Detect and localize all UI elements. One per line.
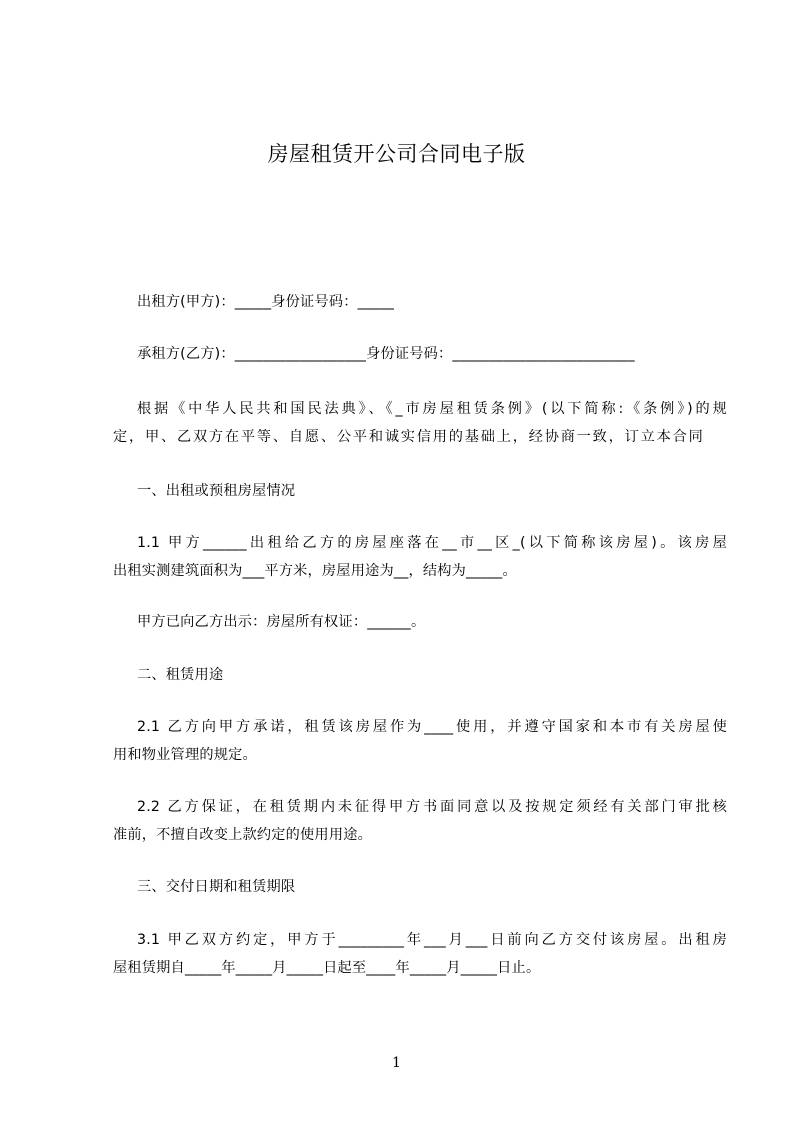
- section-heading-3: 三、交付日期和租赁期限: [137, 879, 296, 895]
- clause-2-2-line-1: 2.2 乙方保证，在租赁期内未征得甲方书面同意以及按规定须经有关部门审批核: [137, 799, 727, 815]
- clause-2-1-line-2: 用和物业管理的规定。: [113, 747, 257, 763]
- preamble-line-1: 根据《中华人民共和国民法典》、《_市房屋租赁条例》(以下简称:《条例》)的规: [137, 401, 727, 417]
- clause-2-1-line-1: 2.1 乙方向甲方承诺，租赁该房屋作为____使用，并遵守国家和本市有关房屋使: [137, 719, 727, 735]
- section-heading-2: 二、租赁用途: [137, 667, 224, 683]
- clause-3-1-line-2: 屋租赁期自_____年_____月_____日起至____年_____月_____日止。: [113, 960, 541, 976]
- ownership-cert-line: 甲方已向乙方出示：房屋所有权证：______。: [137, 614, 426, 630]
- clause-2-2-line-2: 准前，不擅自改变上款约定的使用用途。: [113, 827, 372, 843]
- clause-1-1-line-2: 出租实测建筑面积为___平方米，房屋用途为__，结构为_____。: [113, 563, 517, 579]
- page-number: 1: [392, 1055, 401, 1071]
- document-title: 房屋租赁开公司合同电子版: [267, 142, 526, 166]
- section-heading-1: 一、出租或预租房屋情况: [137, 483, 296, 499]
- lessor-line: 出租方(甲方)：_____身份证号码：_____: [137, 294, 395, 310]
- clause-1-1-line-1: 1.1 甲方______出租给乙方的房屋座落在__市__区_(以下简称该房屋)。该房屋: [137, 535, 727, 551]
- preamble-line-2: 定，甲、乙双方在平等、自愿、公平和诚实信用的基础上，经协商一致，订立本合同: [113, 429, 703, 445]
- clause-3-1-line-1: 3.1 甲乙双方约定，甲方于_________年___月___日前向乙方交付该房屋。出租房: [137, 932, 727, 948]
- lessee-line: 承租方(乙方)：__________________身份证号码：_________________________: [137, 346, 635, 362]
